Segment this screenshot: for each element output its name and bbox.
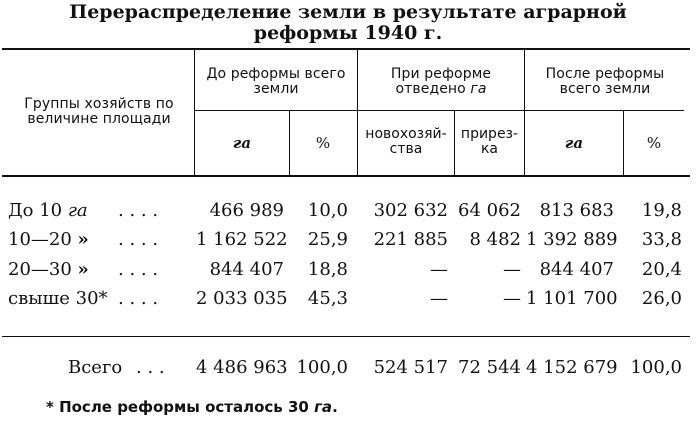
- cell-addition: —: [503, 259, 521, 280]
- cell-addition: 64 062: [458, 200, 521, 221]
- header-after-line-1: После реформы: [545, 66, 665, 82]
- footnote: [46, 398, 338, 416]
- cell-before-ha: 2 033 035: [196, 288, 288, 309]
- footnote-text: * После реформы осталось 30: [46, 398, 315, 416]
- header-after-reform: [526, 67, 684, 97]
- header-during-line-1: При реформе: [390, 66, 492, 82]
- subheader-add-line-2: ка: [480, 141, 499, 157]
- header-before-line-2: земли: [253, 81, 299, 97]
- total-after-ha: 4 152 679: [526, 357, 618, 378]
- cell-addition: 8 482: [469, 229, 521, 250]
- table-row: [0, 285, 696, 313]
- cell-before-pct: 45,3: [307, 288, 348, 309]
- header-groups: [6, 97, 192, 127]
- cell-before-pct: 25,9: [307, 229, 348, 250]
- row-group-text: До 10: [8, 200, 68, 221]
- subheader-new-line-2: ства: [389, 141, 423, 157]
- cell-after-pct: 26,0: [641, 288, 682, 309]
- total-after-pct: 100,0: [630, 357, 682, 378]
- table-title-line-2: реформы 1940 г.: [253, 22, 443, 44]
- header-groups-line-1: Группы хозяйств по: [24, 96, 174, 112]
- cell-new-farms: 221 885: [373, 229, 448, 250]
- row-leader-dots: . . . .: [118, 259, 159, 280]
- row-group-label: [8, 226, 89, 254]
- total-before-pct: 100,0: [296, 357, 348, 378]
- row-group-label: [8, 197, 88, 225]
- subheader-add-line-1: прирез-: [460, 126, 519, 142]
- row-group-text: 20—30: [8, 259, 78, 280]
- subheader-new-line-1: новохозяй-: [365, 126, 447, 142]
- row-group-text: 10—20: [8, 229, 78, 250]
- table-title-line-1: Перераспределение земли в результате аграрной: [69, 1, 627, 23]
- subheader-new-farms: [358, 127, 454, 157]
- cell-after-pct: 19,8: [641, 200, 682, 221]
- cell-after-ha: 813 683: [539, 200, 614, 221]
- header-before-line-1: До реформы всего: [206, 66, 346, 82]
- col-divider-groups: [194, 50, 195, 175]
- col-divider-during: [524, 50, 525, 175]
- cell-after-ha: 1 101 700: [526, 288, 618, 309]
- row-group-ditto: »: [77, 229, 89, 250]
- total-leader-dots: . . .: [136, 357, 165, 378]
- cell-after-pct: 33,8: [641, 229, 682, 250]
- cell-before-ha: 466 989: [209, 200, 284, 221]
- total-label: Всего: [68, 357, 123, 378]
- header-groups-line-2: величине площади: [27, 111, 171, 127]
- header-during-line-2-text: отведено: [395, 81, 471, 97]
- header-top-rule: [2, 48, 690, 50]
- cell-after-ha: 844 407: [539, 259, 614, 280]
- total-before-ha: 4 486 963: [196, 357, 288, 378]
- row-leader-dots: . . . .: [118, 200, 159, 221]
- header-during-line-2: [359, 82, 523, 97]
- row-group-text: свыше 30*: [8, 288, 108, 309]
- subheader-before-pct: %: [315, 134, 331, 152]
- subheader-after-pct: %: [646, 134, 662, 152]
- cell-after-ha: 1 392 889: [526, 229, 618, 250]
- subheader-before-ha: га: [232, 134, 252, 152]
- row-leader-dots: . . . .: [118, 288, 159, 309]
- footnote-period: .: [332, 398, 338, 416]
- cell-addition: —: [503, 288, 521, 309]
- header-during-unit: га: [470, 81, 487, 97]
- header-during-reform: [359, 67, 523, 97]
- cell-new-farms: —: [430, 259, 448, 280]
- cell-before-pct: 10,0: [307, 200, 348, 221]
- table-row: [0, 256, 696, 284]
- row-group-label: [8, 256, 89, 284]
- footnote-unit: га: [314, 398, 333, 416]
- row-group-ditto: »: [77, 259, 89, 280]
- total-new-farms: 524 517: [373, 357, 448, 378]
- cell-before-ha: 1 162 522: [196, 229, 288, 250]
- row-leader-dots: . . . .: [118, 229, 159, 250]
- table-row: [0, 226, 696, 254]
- total-row: [0, 354, 696, 382]
- cell-new-farms: —: [430, 288, 448, 309]
- total-separator-rule: [2, 336, 690, 337]
- subheader-after-ha: га: [564, 134, 584, 152]
- header-after-line-2: всего земли: [559, 81, 651, 97]
- subheader-addition: [455, 127, 524, 157]
- header-before-reform: [196, 67, 356, 97]
- cell-new-farms: 302 632: [373, 200, 448, 221]
- row-group-label: [8, 285, 108, 313]
- subheader-rule: [194, 110, 684, 111]
- cell-before-pct: 18,8: [307, 259, 348, 280]
- cell-after-pct: 20,4: [641, 259, 682, 280]
- table-row: [0, 197, 696, 225]
- header-bottom-rule: [2, 175, 690, 177]
- total-addition: 72 544: [458, 357, 521, 378]
- cell-before-ha: 844 407: [209, 259, 284, 280]
- table-title: [0, 2, 696, 44]
- row-group-unit: га: [67, 200, 88, 221]
